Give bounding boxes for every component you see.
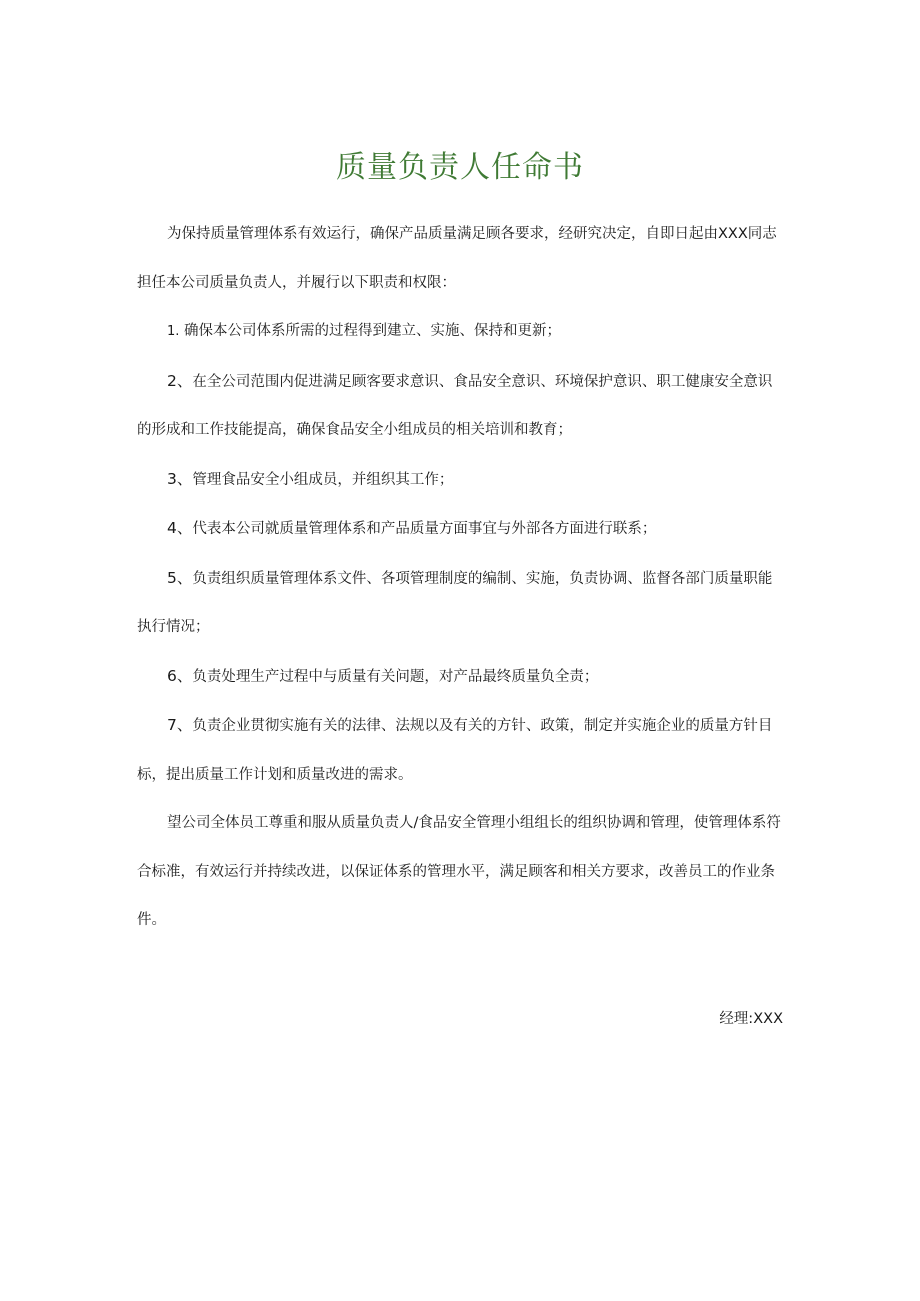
duty-item-number: 7、: [167, 716, 193, 734]
duty-item-text: 确保本公司体系所需的过程得到建立、实施、保持和更新；: [184, 323, 562, 339]
intro-paragraph: 为保持质量管理体系有效运行，确保产品质量满足顾各要求，经研究决定，自即日起由XXX同志担任本公司质量负责人，并履行以下职责和权限：: [137, 226, 777, 291]
duty-item-text: 负责企业贯彻实施有关的法律、法规以及有关的方针、政策，制定并实施企业的质量方针目标，提出质量工作计划和质量改进的需求。: [137, 718, 773, 783]
document-title: 质量负责人任命书: [336, 150, 584, 185]
duty-item-5: [137, 554, 785, 652]
closing-paragraph: 望公司全体员工尊重和服从质量负责人/食品安全管理小组组长的组织协调和管理，使管理体系符合标准，有效运行并持续改进，以保证体系的管理水平，满足顾客和相关方要求，改善员工的作业条件。: [137, 815, 781, 928]
duty-item-3: [137, 455, 785, 505]
document-body: [137, 210, 785, 945]
duty-item-number: 3、: [167, 469, 193, 488]
duty-item-text: 管理食品安全小组成员，并组织其工作；: [192, 471, 454, 488]
duty-item-text: 负责处理生产过程中与质量有关问题，对产品最终质量负全责；: [192, 668, 599, 685]
duty-item-7: [137, 701, 785, 799]
duty-item-2: [137, 357, 785, 455]
signature-line: 经理:XXX: [719, 1011, 783, 1027]
duty-item-text: 负责组织质量管理体系文件、各项管理制度的编制、实施，负责协调、监督各部门质量职能执行情况；: [137, 570, 773, 635]
duty-item-number: 4、: [167, 519, 193, 537]
duty-item-1: [137, 307, 785, 357]
duty-item-text: 在全公司范围内促进满足顾客要求意识、食品安全意识、环境保护意识、职工健康安全意识的形成和工作技能提高，确保食品安全小组成员的相关培训和教育；: [137, 373, 773, 438]
duty-item-6: [137, 652, 785, 702]
duty-item-number: 6、: [167, 666, 193, 685]
duty-item-number: 2、: [167, 371, 193, 390]
duty-item-number: 1.: [167, 324, 180, 339]
duty-item-number: 5、: [167, 568, 193, 587]
duty-item-text: 代表本公司就质量管理体系和产品质量方面事宜与外部各方面进行联系；: [192, 521, 657, 537]
duty-item-4: [137, 504, 785, 554]
